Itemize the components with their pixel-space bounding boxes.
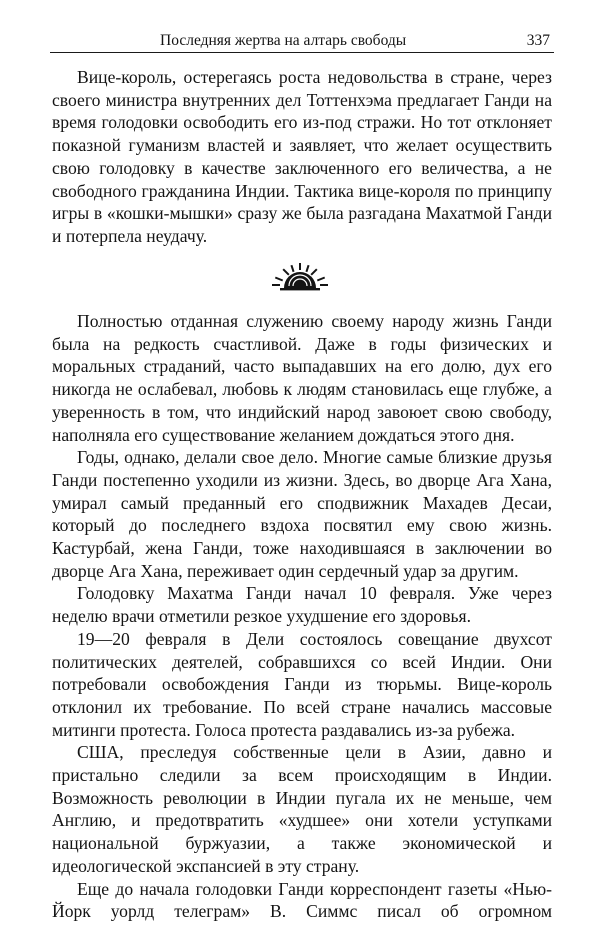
paragraph: Годы, однако, делали свое дело. Многие самые близкие друзья Ганди постепенно уходили из жизни. Здесь, во дворце Ага Хана, умирал самый преданный его сподвижник Махадев Десаи, который до последнего вздоха посвятил ему свою жизнь. Кастурбай, жена Ганди, тоже находившаяся в заключении во дворце Ага Хана, переживает один сердечный удар за другим. [52,447,552,581]
paragraph: Еще до начала голодовки Ганди корреспондент газеты «Нью-Йорк уорлд телеграм» В. Симмс писал об огромном [52,878,552,922]
paragraph: 19—20 февраля в Дели состоялось совещание двухсот политических деятелей, собравшихся со всей Индии. Они потребовали освобождения Ганди из тюрьмы. Вице-король отклонил их требование. По всей стране начались массовые митинги протеста. Голоса протеста раздавались из-за рубежа. [52,628,552,740]
paragraph: Полностью отданная служению своему народу жизнь Ганди была на редкость счастливой. Даже в годы физических и моральных страданий, часто выпадавших на его долю, дух его никогда не ослабевал, любовь к людям становилась еще глубже, а уверенность в том, что индийский народ завоюет свою свободу, наполняла его существование желанием дождаться этого дня. [52,311,552,445]
section-1-text [52,66,552,248]
paragraph: Вице-король, остерегаясь роста недовольства в стране, через своего министра внутренних дел Тоттенхэма предлагает Ганди на время голодовки освободить его из-под стражи. Но тот отклоняет показной гуманизм властей и заявляет, что желает осуществить свою голодовку в качестве заключенного его величества, а не свободного гражданина Индии. Тактика вице-короля по принципу игры в «кошки-мышки» сразу же была разгадана Махатмой Ганди и потерпела неудачу. [52,67,552,246]
section-2-text [52,310,552,923]
running-title: Последняя жертва на алтарь свободы [160,32,407,49]
paragraph: США, преследуя собственные цели в Азии, давно и пристально следили за всем происходящим в Индии. Возможность революции в Индии пугала их не меньше, чем Англию, и предотвратить «худшее» они хотели уступками национальной буржуазии, а также экономической и идеологической экспансией в эту страну. [52,742,552,876]
sun-ornament-icon [270,262,330,292]
page-number: 337 [526,32,550,49]
running-header [50,30,554,53]
paragraph: Голодовку Махатма Ганди начал 10 февраля. Уже через неделю врачи отметили резкое ухудшение его здоровья. [52,583,552,627]
